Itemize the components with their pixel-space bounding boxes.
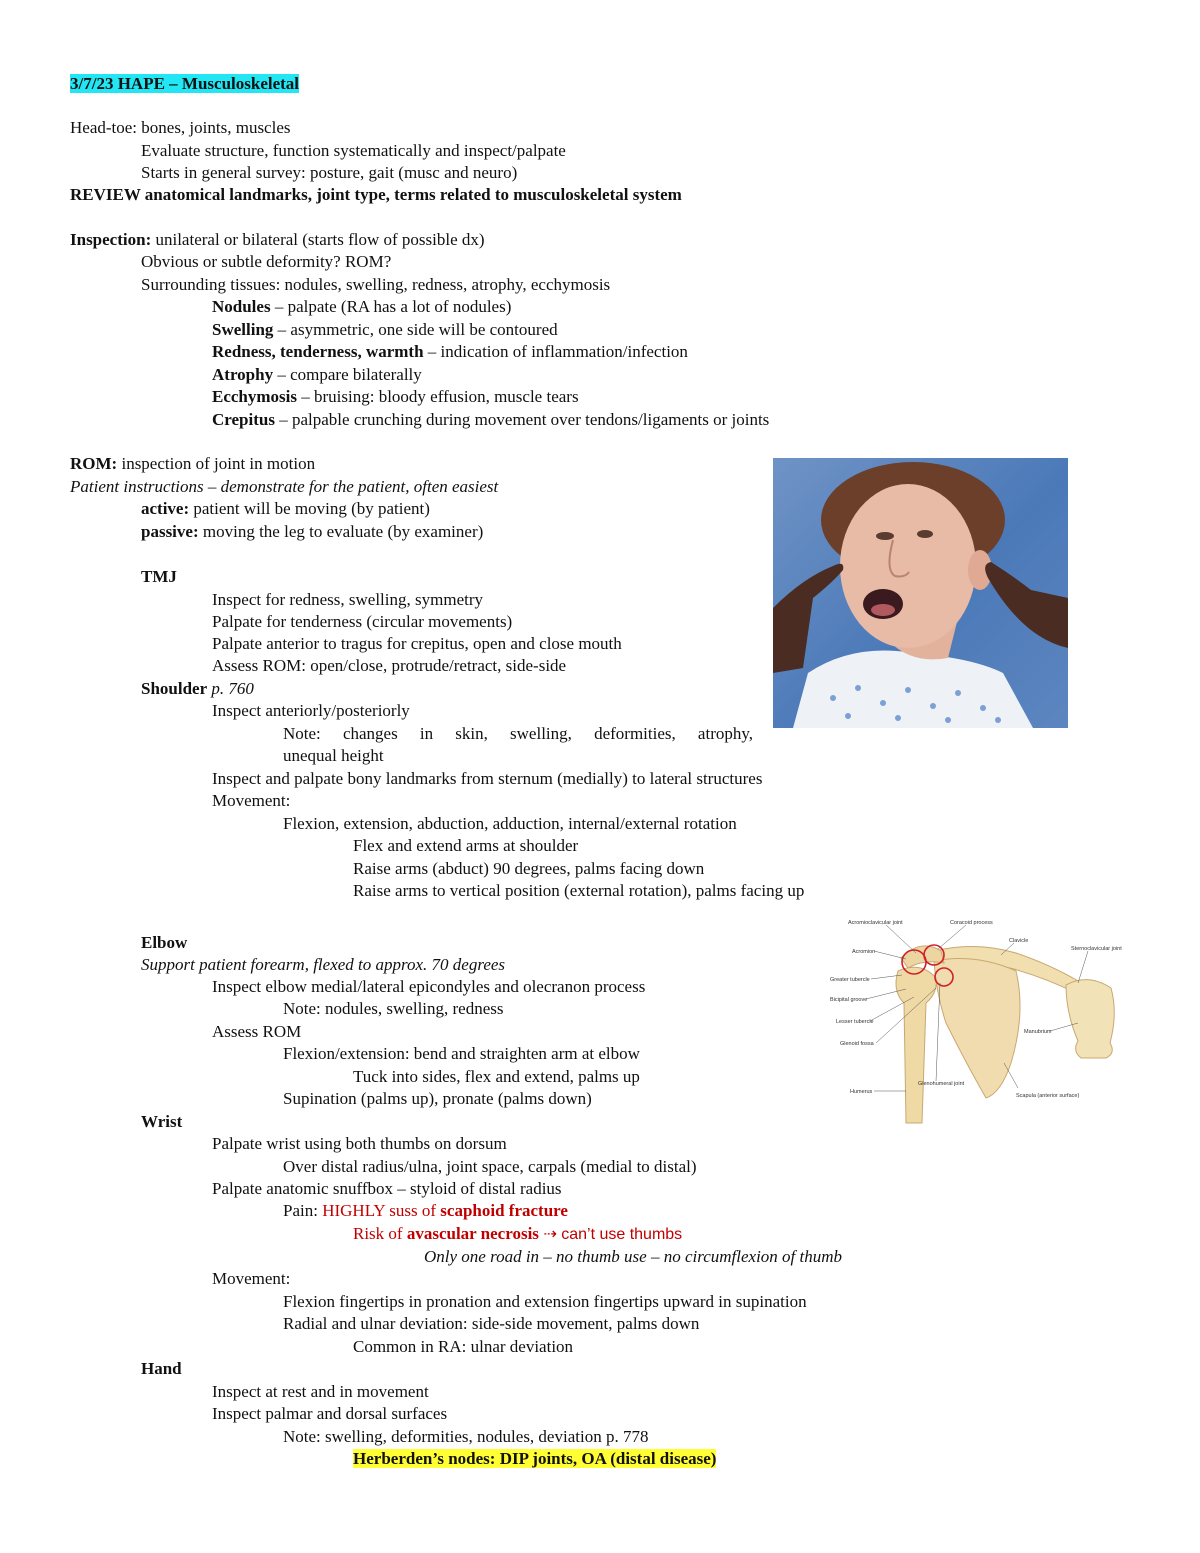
text-line: Supination (palms up), pronate (palms down) [283,1089,592,1108]
shoulder-heading: Shoulder p. 760 [141,679,254,698]
text-line: Patient instructions – demonstrate for the patient, often easiest [70,477,499,496]
shoulder-anatomy-diagram [826,913,1128,1127]
text-line: Flex and extend arms at shoulder [353,836,579,855]
elbow-heading: Elbow [141,933,188,952]
wrist-heading: Wrist [141,1112,183,1131]
page-title: 3/7/23 HAPE – Musculoskeletal [70,74,300,93]
diagram-label: Glenoid fossa [840,1041,874,1047]
text-line: Palpate anterior to tragus for crepitus, open and close mouth [212,634,622,653]
diagram-label: Acromion [852,949,876,955]
text-line: Head-toe: bones, joints, muscles [70,118,291,137]
patient-illustration [773,458,1068,728]
text-line: Movement: [212,791,291,810]
text-line: Risk of avascular necrosis ⇢ can’t use thumbs [353,1224,683,1243]
diagram-label: Acromioclavicular joint [848,920,903,926]
text-line: Common in RA: ulnar deviation [353,1337,574,1356]
text-line: Inspect anteriorly/posteriorly [212,701,410,720]
diagram-label: Humerus [850,1089,873,1095]
text-line: Tuck into sides, flex and extend, palms up [353,1067,640,1086]
text-line: Pain: HIGHLY suss of scaphoid fracture [283,1201,568,1220]
text-line: Over distal radius/ulna, joint space, carpals (medial to distal) [283,1157,697,1176]
text-line: Raise arms (abduct) 90 degrees, palms facing down [353,859,705,878]
text-line: Only one road in – no thumb use – no circumflexion of thumb [424,1247,843,1266]
diagram-label: Glenohumeral joint [918,1081,965,1087]
text-line: active: patient will be moving (by patient) [141,499,430,518]
text-line: Redness, tenderness, warmth – indication of inflammation/infection [212,342,688,361]
text-line: Palpate for tenderness (circular movements) [212,612,513,631]
text-line: Assess ROM: open/close, protrude/retract, side-side [212,656,567,675]
diagram-label: Sternoclavicular joint [1071,946,1122,952]
tmj-heading: TMJ [141,567,177,586]
text-line: Support patient forearm, flexed to approx. 70 degrees [141,955,506,974]
highlighted-line: Herberden’s nodes: DIP joints, OA (distal disease) [353,1449,717,1468]
inspection-heading: Inspection: unilateral or bilateral (starts flow of possible dx) [70,230,485,249]
text-line: REVIEW anatomical landmarks, joint type, terms related to musculoskeletal system [70,185,682,204]
text-line: Inspect at rest and in movement [212,1382,429,1401]
text-line: Radial and ulnar deviation: side-side movement, palms down [283,1314,700,1333]
text-line: unequal height [283,746,384,765]
text-line: Atrophy – compare bilaterally [212,365,422,384]
text-line: Obvious or subtle deformity? ROM? [141,252,392,271]
text-line: Inspect and palpate bony landmarks from sternum (medially) to lateral structures [212,769,763,788]
text-line: Palpate wrist using both thumbs on dorsum [212,1134,507,1153]
text-line: Inspect palmar and dorsal surfaces [212,1404,448,1423]
text-line: Starts in general survey: posture, gait (musc and neuro) [141,163,518,182]
text-line: Ecchymosis – bruising: bloody effusion, muscle tears [212,387,579,406]
text-line: Flexion/extension: bend and straighten arm at elbow [283,1044,640,1063]
text-line: Note: nodules, swelling, redness [283,999,504,1018]
text-line: Inspect elbow medial/lateral epicondyles and olecranon process [212,977,646,996]
text-line: Raise arms to vertical position (external rotation), palms facing up [353,881,805,900]
text-line: Note: swelling, deformities, nodules, deviation p. 778 [283,1427,649,1446]
text-line: Evaluate structure, function systematically and inspect/palpate [141,141,566,160]
text-line: Inspect for redness, swelling, symmetry [212,590,483,609]
text-line: Note: changes in skin, swelling, deformities, atrophy, [283,724,753,743]
diagram-label: Greater tubercle [830,977,870,983]
diagram-label: Clavicle [1009,938,1029,944]
text-line: Surrounding tissues: nodules, swelling, redness, atrophy, ecchymosis [141,275,611,294]
tmj-exam-photo [773,458,1068,728]
text-line: Flexion, extension, abduction, adduction, internal/external rotation [283,814,737,833]
diagram-label: Scapula (anterior surface) [1016,1093,1080,1099]
text-line: Flexion fingertips in pronation and extension fingertips upward in supination [283,1292,807,1311]
diagram-label: Manubrium [1024,1029,1052,1035]
text-line: Movement: [212,1269,291,1288]
diagram-label: Bicipital groove [830,997,868,1003]
rom-heading: ROM: inspection of joint in motion [70,454,316,473]
hand-heading: Hand [141,1359,182,1378]
diagram-label: Coracoid process [950,920,993,926]
shoulder-bones-illustration [826,913,1128,1127]
text-line: Assess ROM [212,1022,302,1041]
text-line: Nodules – palpate (RA has a lot of nodules) [212,297,512,316]
text-line: Palpate anatomic snuffbox – styloid of distal radius [212,1179,562,1198]
diagram-label: Lesser tubercle [836,1019,874,1025]
text-line: Swelling – asymmetric, one side will be contoured [212,320,558,339]
text-line: Crepitus – palpable crunching during movement over tendons/ligaments or joints [212,410,770,429]
text-line: passive: moving the leg to evaluate (by examiner) [141,522,484,541]
